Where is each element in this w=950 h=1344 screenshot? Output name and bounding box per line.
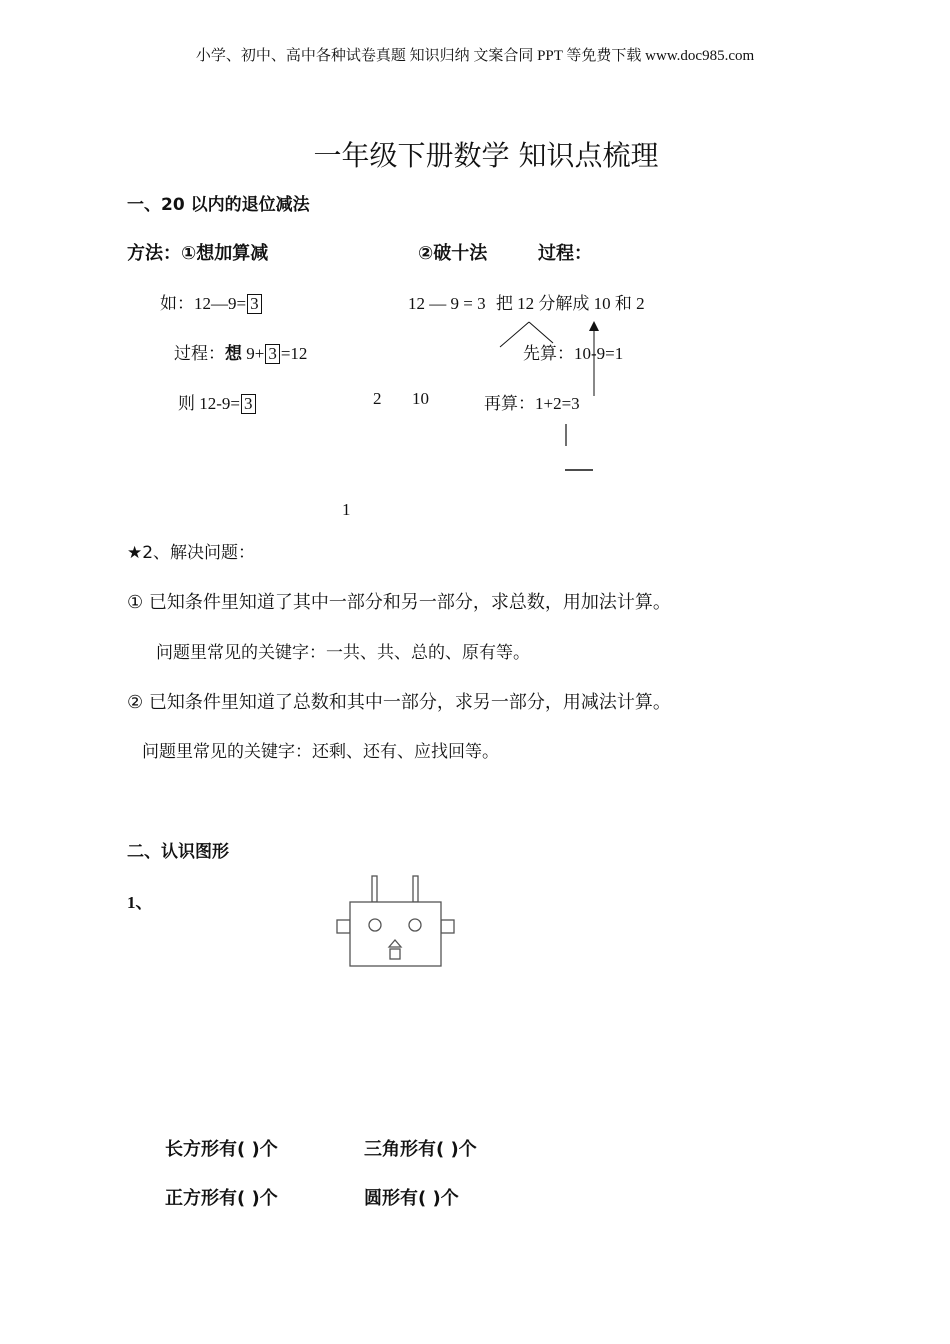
robot-antenna-right xyxy=(413,876,418,902)
section3-heading: 二、认识图形 xyxy=(127,842,229,862)
result-arrow-head xyxy=(589,321,599,331)
robot-eye-right xyxy=(409,919,421,931)
page-header: 小学、初中、高中各种试卷真题 知识归纳 文案合同 PPT 等免费下载 www.doc985.com xyxy=(195,48,755,64)
example-prefix: 如：12—9= xyxy=(160,294,247,313)
robot-mouth-square xyxy=(390,949,400,959)
robot-figure xyxy=(330,870,460,975)
break-ten-diagram xyxy=(0,0,950,520)
rule-2: ② 已知条件里知道了总数和其中一部分，求另一部分，用减法计算。 xyxy=(127,692,671,713)
then-box: 3 xyxy=(241,394,256,414)
robot-ear-right xyxy=(441,920,454,933)
first-calc: 先算：10-9=1 xyxy=(523,344,624,363)
split-line-left xyxy=(500,322,529,347)
think-expr-a: 9+ xyxy=(246,344,265,363)
keywords-2: 问题里常见的关键字：还剩、还有、应找回等。 xyxy=(142,742,499,762)
split-line-right xyxy=(529,322,553,343)
item-label: 1、 xyxy=(127,893,153,912)
section1-heading: 一、20 以内的退位减法 xyxy=(127,195,310,215)
think-bold: 想 xyxy=(225,344,242,364)
think-box: 3 xyxy=(265,344,280,364)
think-expr-b: =12 xyxy=(280,344,308,363)
split-left: 2 xyxy=(373,389,382,408)
split-expr: 12 — 9 = 3 xyxy=(408,294,486,313)
stray-number: 1 xyxy=(342,500,351,519)
robot-antenna-left xyxy=(372,876,377,902)
page-title: 一年级下册数学 知识点梳理 xyxy=(313,139,659,172)
split-right: 10 xyxy=(412,389,429,408)
robot-ear-left xyxy=(337,920,350,933)
split-desc: 把 12 分解成 10 和 2 xyxy=(495,294,645,313)
question-squares: 正方形有( )个 xyxy=(165,1188,278,1209)
method-1: ①想加算减 xyxy=(181,243,269,264)
question-triangles: 三角形有( )个 xyxy=(364,1139,477,1160)
process-label: 过程： xyxy=(538,243,592,264)
then-prefix: 则 12-9= xyxy=(178,394,240,413)
rule-1: ① 已知条件里知道了其中一部分和另一部分，求总数，用加法计算。 xyxy=(127,592,671,613)
example-answer-box: 3 xyxy=(247,294,262,314)
question-circles: 圆形有( )个 xyxy=(364,1188,459,1209)
keywords-1: 问题里常见的关键字：一共、共、总的、原有等。 xyxy=(156,643,530,663)
robot-eye-left xyxy=(369,919,381,931)
question-rectangles: 长方形有( )个 xyxy=(165,1139,278,1160)
method-label: 方法： xyxy=(127,243,181,264)
think-prefix: 过程： xyxy=(174,344,225,363)
section2-heading: ★2、解决问题： xyxy=(127,543,256,563)
then-calc: 再算：1+2=3 xyxy=(484,394,580,413)
method-2: ②破十法 xyxy=(418,243,488,264)
